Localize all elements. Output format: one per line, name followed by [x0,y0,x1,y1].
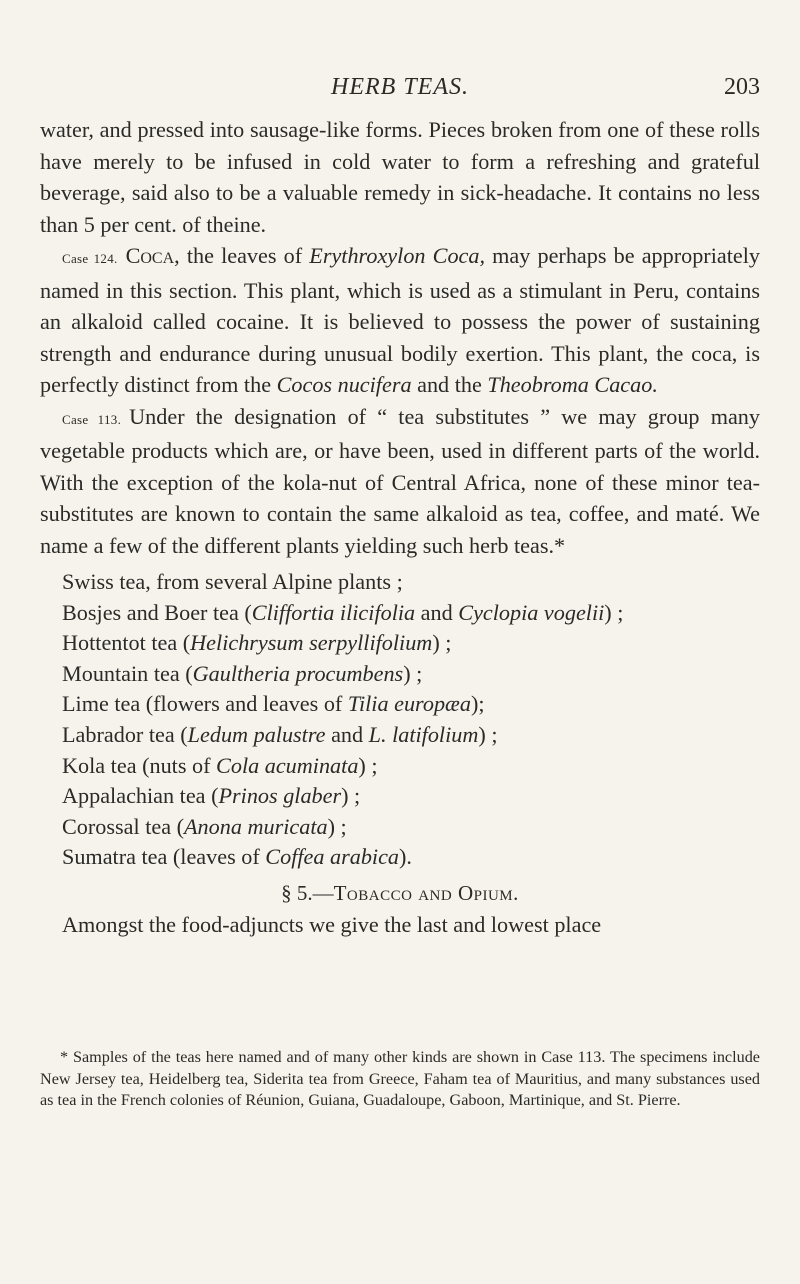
page-number: 203 [724,74,760,100]
section-number: § 5.— [281,880,334,905]
paragraph-coca [40,240,760,401]
running-title: HERB TEAS. [331,74,469,100]
list-item: Appalachian tea (Prinos glaber) ; [62,783,361,809]
page [40,74,760,940]
paragraph-tea-substitutes [40,401,760,562]
footnote [40,1047,760,1112]
list-item: Kola tea (nuts of Cola acuminata) ; [62,752,378,778]
list-item: Labrador tea (Ledum palustre and L. latifolium) ; [62,721,498,747]
list-item: Mountain tea (Gaultheria procumbens) ; [62,660,423,686]
list-item: Corossal tea (Anona muricata) ; [62,813,347,839]
paragraph-continued: water, and pressed into sausage-like forms. Pieces broken from one of these rolls have merely to be infused in cold water to form a refreshing and grateful beverage, said also to be a valuable remedy in sick-headache. It contains no less than 5 per cent. of theine. [40,117,760,237]
species-name: Cocos nucifera [276,372,412,397]
species-name: Theobroma Cacao. [487,372,658,397]
section-title: Tobacco and Opium. [333,880,519,905]
case-reference: Case 124. [62,251,118,266]
case-reference: Case 113. [62,411,122,427]
list-item: Bosjes and Boer tea (Cliffortia ilicifolia and Cyclopia vogelii) ; [62,599,624,625]
species-name: Erythroxylon Coca, [309,243,486,268]
list-item: Lime tea (flowers and leaves of Tilia europæa); [62,691,485,717]
paragraph-food-adjuncts: Amongst the food-adjuncts we give the last and lowest place [62,911,602,937]
footnote-text: * Samples of the teas here named and of many other kinds are shown in Case 113. The specimens include New Jersey tea, Heidelberg tea, Siderita tea from Greece, Faham tea of Mauritius, and many substances used as tea in the French colonies of Réunion, Guiana, Guadaloupe, Gaboon, Martinique, and St. Pierre. [40,1048,760,1110]
text-run: and the [411,372,488,397]
lead-term: Coca, [125,243,180,268]
section-heading [40,877,760,909]
running-header [40,74,760,114]
list-item: Hottentot tea (Helichrysum serpyllifolium) ; [62,630,452,656]
herb-tea-list [40,567,760,873]
text-run: Under the designation of “ tea substitutes ” we may group many vegetable products which are, or have been, used in different parts of the world. With the exception of the kola-nut of Central Africa, none of these minor tea-substitutes are known to contain the same alkaloid as tea, coffee, and maté. We name a few of the different plants yielding such herb teas.* [40,403,760,558]
body-text [40,114,760,940]
list-item: Sumatra tea (leaves of Coffea arabica). [62,844,412,870]
text-run: may perhaps be appropriately named in this section. This plant, which is used as a stimulant in Peru, contains an alkaloid called cocaine. It is believed to possess the power of sustaining strength and endurance during unusual bodily exertion. This plant, the coca, is perfectly distinct from the [40,243,760,397]
list-item: Swiss tea, from several Alpine plants ; [62,569,403,594]
text-run: the leaves of [179,243,310,268]
